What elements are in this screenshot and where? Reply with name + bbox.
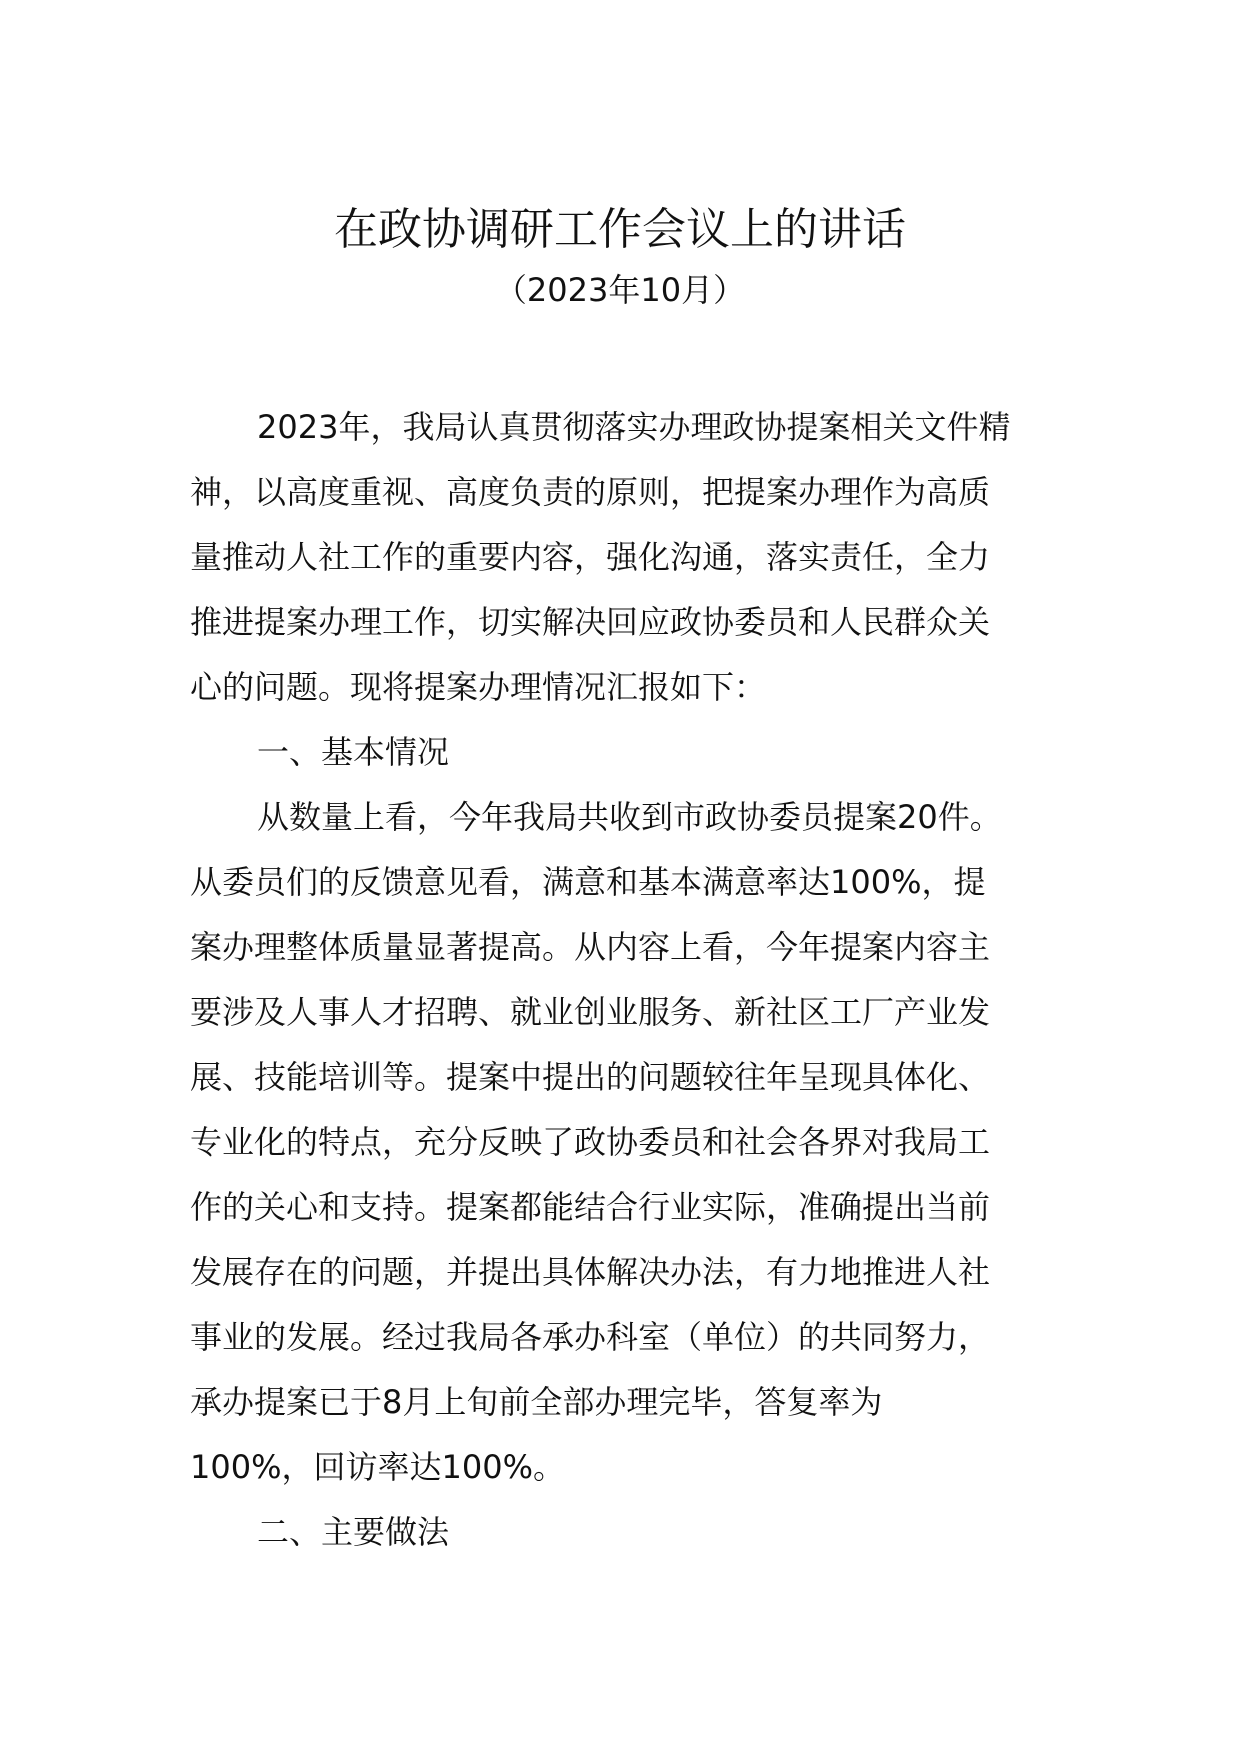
paragraph-line: 专业化的特点，充分反映了政协委员和社会各界对我局工 [190,1123,991,1161]
paragraph-line: 要涉及人事人才招聘、就业创业服务、新社区工厂产业发 [190,993,991,1031]
document-date: （2023年10月） [494,271,746,309]
paragraph-line: 事业的发展。经过我局各承办科室（单位）的共同努力， [190,1318,991,1356]
paragraph-line: 神，以高度重视、高度负责的原则，把提案办理作为高质 [190,473,991,511]
paragraph-line: 从数量上看，今年我局共收到市政协委员提案20件。 [257,798,1002,836]
paragraph-line: 作的关心和支持。提案都能结合行业实际，准确提出当前 [190,1188,991,1226]
paragraph-line: 承办提案已于8月上旬前全部办理完毕，答复率为 [190,1383,883,1421]
paragraph-line: 量推动人社工作的重要内容，强化沟通，落实责任，全力 [190,538,991,576]
paragraph-line: 心的问题。现将提案办理情况汇报如下： [190,668,767,706]
paragraph-line: 从委员们的反馈意见看，满意和基本满意率达100%，提 [190,863,986,901]
paragraph-line: 2023年，我局认真贯彻落实办理政协提案相关文件精 [257,408,1011,446]
paragraph-line: 发展存在的问题，并提出具体解决办法，有力地推进人社 [190,1253,991,1291]
document-title: 在政协调研工作会议上的讲话 [334,204,906,255]
paragraph-line: 推进提案办理工作，切实解决回应政协委员和人民群众关 [190,603,991,641]
paragraph-line: 案办理整体质量显著提高。从内容上看，今年提案内容主 [190,928,991,966]
section-heading: 二、主要做法 [257,1513,450,1551]
paragraph-line: 100%，回访率达100%。 [190,1448,565,1486]
section-heading: 一、基本情况 [257,733,450,771]
paragraph-line: 展、技能培训等。提案中提出的问题较往年呈现具体化、 [190,1058,991,1096]
